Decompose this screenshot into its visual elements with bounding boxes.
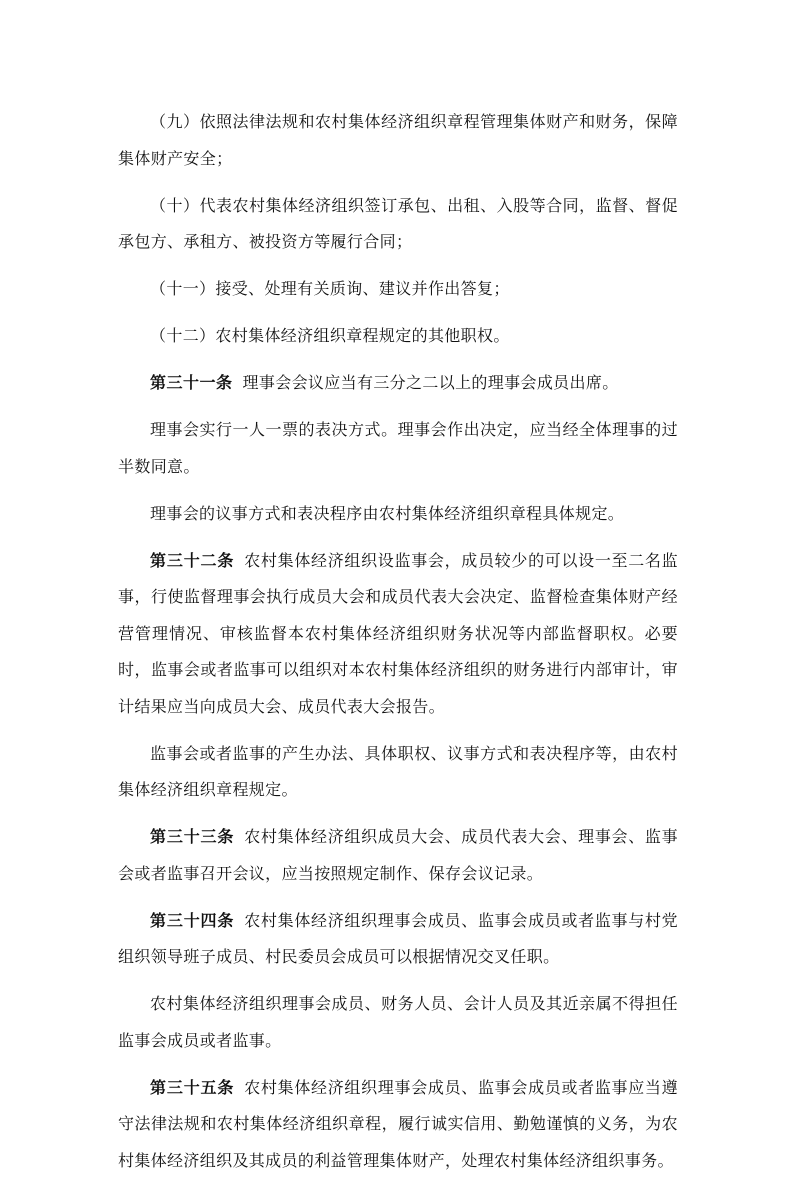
paragraph-9-text: 监事会或者监事的产生办法、具体职权、议事方式和表决程序等，由农村集体经济组织章程规定。: [118, 743, 678, 799]
paragraph-7: [118, 496, 678, 533]
article-35-text: 农村集体经济组织理事会成员、监事会成员或者监事应当遵守法律法规和农村集体经济组织章程，履行诚实信用、勤勉谨慎的义务，为农村集体经济组织及其成员的利益管理集体财产，处理农村集体经济组织事务。: [118, 1077, 678, 1170]
article-32-text: 农村集体经济组织设监事会，成员较少的可以设一至二名监事，行使监督理事会执行成员大会和成员代表大会决定、监督检查集体财产经营管理情况、审核监督本农村集体经济组织财务状况等内部监督职权。必要时，监事会或者监事可以组织对本农村集体经济组织的财务进行内部审计，审计结果应当向成员大会、成员代表大会报告。: [118, 550, 678, 716]
article-33: [118, 819, 678, 892]
paragraph-6-text: 理事会实行一人一票的表决方式。理事会作出决定，应当经全体理事的过半数同意。: [118, 420, 678, 476]
article-34-text: 农村集体经济组织理事会成员、监事会成员或者监事与村党组织领导班子成员、村民委员会成员可以根据情况交叉任职。: [118, 910, 678, 966]
paragraph-9: [118, 736, 678, 809]
article-35: [118, 1070, 678, 1180]
paragraph-12: [118, 986, 678, 1059]
article-33-heading: 第三十三条: [150, 827, 235, 846]
paragraph-1: [118, 104, 678, 177]
paragraph-2: [118, 188, 678, 261]
paragraph-4-text: （十二）农村集体经济组织章程规定的其他职权。: [150, 326, 510, 345]
article-32-heading: 第三十二条: [150, 550, 235, 570]
article-34: [118, 903, 678, 976]
paragraph-6: [118, 412, 678, 485]
document-body: [118, 104, 678, 1190]
paragraph-3-text: （十一）接受、处理有关质询、建议并作出答复；: [150, 279, 510, 298]
paragraph-2-text: （十）代表农村集体经济组织签订承包、出租、入股等合同，监督、督促承包方、承租方、被投资方等履行合同；: [118, 195, 678, 251]
paragraph-3: [118, 271, 678, 308]
article-31-heading: 第三十一条: [150, 373, 233, 392]
article-32: [118, 543, 678, 726]
article-33-text: 农村集体经济组织成员大会、成员代表大会、理事会、监事会或者监事召开会议，应当按照规定制作、保存会议记录。: [118, 827, 678, 883]
article-31: [118, 365, 678, 402]
article-35-heading: 第三十五条: [150, 1077, 235, 1097]
paragraph-12-text: 农村集体经济组织理事会成员、财务人员、会计人员及其近亲属不得担任监事会成员或者监事。: [118, 994, 678, 1050]
paragraph-4: [118, 318, 678, 355]
article-31-text: 理事会会议应当有三分之二以上的理事会成员出席。: [242, 373, 619, 392]
article-34-heading: 第三十四条: [150, 910, 235, 930]
paragraph-1-text: （九）依照法律法规和农村集体经济组织章程管理集体财产和财务，保障集体财产安全；: [118, 112, 678, 168]
paragraph-7-text: 理事会的议事方式和表决程序由农村集体经济组织章程具体规定。: [150, 503, 625, 523]
